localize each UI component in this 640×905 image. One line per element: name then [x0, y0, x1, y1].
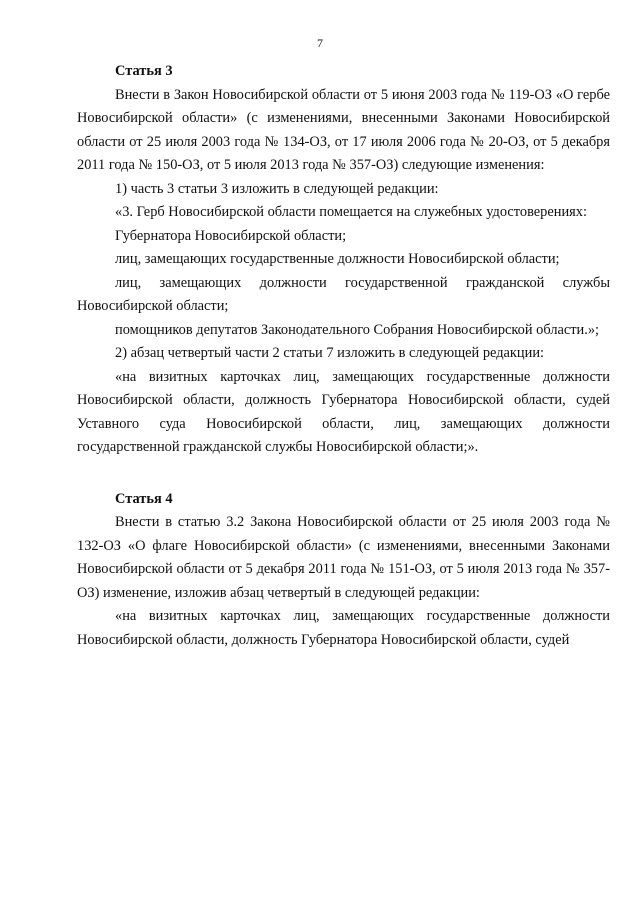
paragraph: Внести в Закон Новосибирской области от 5 июня 2003 года № 119-ОЗ «О гербе Новосибирской области» (с изменениями, внесенными Законами Новосибирской области от 25 июля 2003 года № 134-ОЗ, от 17 июля 2006 года № 20-ОЗ, от 5 декабря 2011 года № 150-ОЗ, от 5 июля 2013 года № 357-ОЗ) следующие изменения: — [77, 86, 610, 173]
article-heading: Статья 3 — [115, 63, 173, 79]
paragraph: лиц, замещающих государственные должности Новосибирской области; — [115, 251, 560, 267]
paragraph: 1) часть 3 статьи 3 изложить в следующей редакции: — [115, 180, 439, 197]
page-number: 7 — [317, 36, 323, 50]
paragraph: Внести в статью 3.2 Закона Новосибирской области от 25 июля 2003 года № 132-ОЗ «О флаге Новосибирской области» (с изменениями, внесенными Законами Новосибирской области от 5 декабря 2011 года № 151-ОЗ, от 5 июля 2013 года № 357-ОЗ) изменение, изложив абзац четвертый в следующей редакции: — [77, 514, 610, 601]
paragraph: «на визитных карточках лиц, замещающих государственные должности Новосибирской области, должность Губернатора Новосибирской области, судей Уставного суда Новосибирской области, лиц, замещающих должности государственной гражданской службы Новосибирской области;». — [77, 368, 610, 455]
paragraph: «3. Герб Новосибирской области помещается на служебных удостоверениях: — [115, 204, 587, 220]
paragraph: Губернатора Новосибирской области; — [115, 227, 347, 244]
paragraph: помощников депутатов Законодательного Собрания Новосибирской области.»; — [115, 321, 600, 338]
paragraph: 2) абзац четвертый части 2 статьи 7 изложить в следующей редакции: — [115, 345, 545, 361]
article-heading: Статья 4 — [115, 490, 173, 507]
article-4 — [77, 488, 610, 653]
document-body — [77, 60, 610, 652]
paragraph: «на визитных карточках лиц, замещающих государственные должности Новосибирской области, должность Губернатора Новосибирской области, судей — [77, 608, 610, 648]
paragraph: лиц, замещающих должности государственной гражданской службы Новосибирской области; — [77, 274, 610, 314]
article-3 — [77, 60, 610, 460]
